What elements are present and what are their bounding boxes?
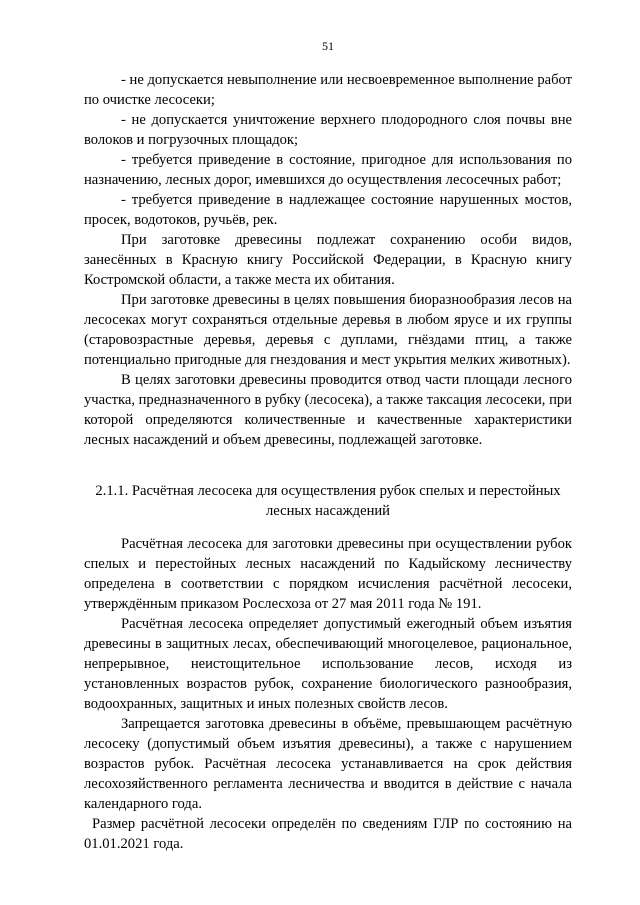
page-number: 51 bbox=[322, 39, 334, 53]
paragraph: - требуется приведение в надлежащее состояние нарушенных мостов, просек, водотоков, ручьёв, рек. bbox=[84, 192, 572, 228]
bottom-paragraphs bbox=[84, 534, 572, 854]
paragraph: В целях заготовки древесины проводится отвод части площади лесного участка, предназначенного в рубку (лесосека), а также таксация лесосеки, при которой определяются количественные и качественные характеристики лесных насаждений и объем древесины, подлежащей заготовке. bbox=[84, 372, 572, 448]
paragraph: При заготовке древесины подлежат сохранению особи видов, занесённых в Красную книгу Российской Федерации, в Красную книгу Костромской области, а также места их обитания. bbox=[84, 232, 572, 288]
paragraph: Расчётная лесосека для заготовки древесины при осуществлении рубок спелых и перестойных лесных насаждений по Кадыйскому лесничеству определена в соответствии с порядком исчисления расчётной лесосеки, утверждённым приказом Рослесхоза от 27 мая 2011 года № 191. bbox=[84, 536, 572, 612]
paragraph: При заготовке древесины в целях повышения биоразнообразия лесов на лесосеках могут сохраняться отдельные деревья в любом ярусе и их группы (старовозрастные деревья, деревья с дуплами, гнёздами птиц, а также потенциально пригодные для гнездования и мест укрытия мелких животных). bbox=[84, 292, 572, 368]
paragraph: Расчётная лесосека определяет допустимый ежегодный объем изъятия древесины в защитных лесах, обеспечивающий многоцелевое, рациональное, непрерывное, неистощительное использование лесов, исходя из установленных возрастов рубок, сохранение биологического разнообразия, водоохранных, защитных и иных полезных свойств лесов. bbox=[84, 616, 572, 712]
paragraph: Запрещается заготовка древесины в объёме, превышающем расчётную лесосеку (допустимый объем изъятия древесины), а также с нарушением возрастов рубок. Расчётная лесосека устанавливается на срок действия лесохозяйственного регламента лесничества и вводится в действие с начала календарного года. bbox=[84, 716, 572, 812]
top-paragraphs bbox=[84, 70, 572, 450]
paragraph: - не допускается невыполнение или несвоевременное выполнение работ по очистке лесосеки; bbox=[84, 72, 572, 108]
paragraph: - требуется приведение в состояние, пригодное для использования по назначению, лесных дорог, имевшихся до осуществления лесосечных работ; bbox=[84, 152, 572, 188]
section-heading-block bbox=[84, 481, 572, 521]
section-heading: 2.1.1. Расчётная лесосека для осуществления рубок спелых и перестойных лесных насаждений bbox=[95, 483, 561, 519]
paragraph: - не допускается уничтожение верхнего плодородного слоя почвы вне волоков и погрузочных площадок; bbox=[84, 112, 572, 148]
paragraph: Размер расчётной лесосеки определён по сведениям ГЛР по состоянию на 01.01.2021 года. bbox=[84, 816, 572, 852]
